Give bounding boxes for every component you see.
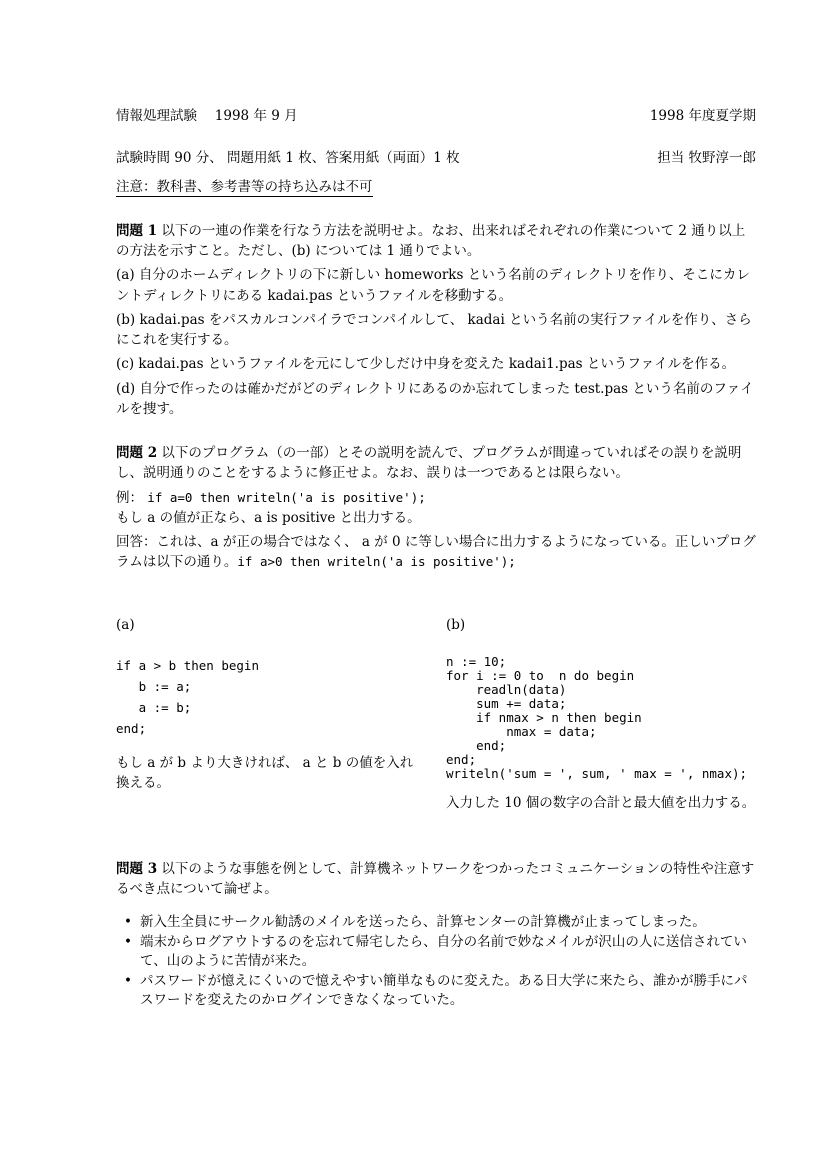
notice-text: 注意：教科書、参考書等の持ち込みは不可 <box>116 178 373 195</box>
list-item <box>124 933 756 972</box>
code-line: nmax = data; <box>446 723 597 739</box>
q1-item-d: (d) 自分で作ったのは確かだがどのディレクトリにあるのか忘れてしまった test.pas という名前のファイルを捜す。 <box>116 380 754 417</box>
exam-page <box>116 100 756 1011</box>
q2a-code <box>116 655 416 739</box>
code-line: end; <box>446 737 507 753</box>
header-row-1 <box>116 106 756 126</box>
q1-intro-text: 以下の一連の作業を行なう方法を説明せよ。なお、出来ればそれぞれの作業について 2 通り以上の方法を示すこと。ただし、(b) については 1 通りでよい。 <box>116 222 746 259</box>
code-line: end; <box>446 751 477 767</box>
code-line: end; <box>116 720 147 736</box>
q3-intro <box>116 859 756 900</box>
bullet-icon: • <box>124 972 132 989</box>
q2-label: 問題 2 <box>116 445 158 461</box>
q2-example-desc: もし a の値が正なら、a is positive と出力する。 <box>116 509 421 526</box>
code-line: for i := 0 to n do begin <box>446 667 635 683</box>
question-1 <box>116 221 756 419</box>
q2b-description: 入力した 10 個の数字の合計と最大値を出力する。 <box>446 794 756 811</box>
q1-item-a: (a) 自分のホームディレクトリの下に新しい homeworks という名前のディレクトリを作り、そこにカレントディレクトリにある kadai.pas というファイルを移動する。 <box>116 267 750 304</box>
exam-info: 試験時間 90 分、 問題用紙 1 枚、答案用紙（両面）1 枚 <box>116 150 460 167</box>
code-line: sum += data; <box>446 695 567 711</box>
bullet-icon: • <box>124 933 132 950</box>
q1-item-c: (c) kadai.pas というファイルを元にして少しだけ中身を変えた kadai1.pas というファイルを作る。 <box>116 356 736 373</box>
header-row-2 <box>116 148 756 168</box>
term-label: 1998 年度夏学期 <box>649 108 756 124</box>
code-line: a := b; <box>116 699 192 715</box>
q2b-code <box>446 655 766 781</box>
question-2 <box>116 443 756 835</box>
code-line: b := a; <box>116 678 192 694</box>
notice <box>116 177 756 197</box>
list-item-text: 新入生全員にサークル勧誘のメイルを送ったら、計算センターの計算機が止まってしまった。 <box>140 914 706 930</box>
code-line: readln(data) <box>446 681 567 697</box>
bullet-icon: • <box>124 914 132 930</box>
q2-intro <box>116 443 756 484</box>
list-item-text: 端末からログアウトするのを忘れて帰宅したら、自分の名前で妙なメイルが沢山の人に送信されていて、山のように苦情が来た。 <box>140 933 747 970</box>
q3-label: 問題 3 <box>116 860 158 877</box>
q2-answer-text: 回答：これは、a が正の場合ではなく、 a が 0 に等しい場合に出力するようになっている。正しいプログラムは以下の通り。 <box>116 534 756 571</box>
question-3 <box>116 859 756 1011</box>
q3-list <box>116 913 756 1011</box>
code-line: n := 10; <box>446 653 507 669</box>
q2-subquestions <box>116 615 756 835</box>
q2b-label: (b) <box>446 616 466 633</box>
q2-answer-code: if a>0 then writeln('a is positive'); <box>237 554 516 570</box>
code-line: if nmax > n then begin <box>446 709 642 725</box>
q2-subquestion-a <box>116 615 416 794</box>
q2-example <box>116 488 756 529</box>
q1-label: 問題 1 <box>116 222 158 239</box>
q2-subquestion-b <box>446 615 766 813</box>
list-item-text: パスワードが憶えにくいので憶えやすい簡単なものに変えた。ある日大学に来たら、誰かが勝手にパスワードを変えたのかログインできなくなっていた。 <box>140 972 748 1009</box>
code-line: writeln('sum = ', sum, ' max = ', nmax); <box>446 765 748 781</box>
q1-item-b: (b) kadai.pas をパスカルコンパイラでコンパイルして、 kadai という名前の実行ファイルを作り、さらにこれを実行する。 <box>116 311 752 348</box>
q2-example-prefix: 例： <box>116 489 148 506</box>
q2-example-code: if a=0 then writeln('a is positive'); <box>147 489 426 505</box>
teacher-label: 担当 牧野淳一郎 <box>657 150 756 167</box>
q2-intro-text: 以下のプログラム（の一部）とその説明を読んで、プログラムが間違っていればその誤りを説明し、説明通りのことをするように修正せよ。なお、誤りは一つであるとは限らない。 <box>116 445 742 482</box>
q2a-description: もし a が b より大きければ、 a と b の値を入れ換える。 <box>116 754 414 791</box>
q2a-label: (a) <box>116 616 135 633</box>
list-item <box>124 972 756 1011</box>
q1-intro <box>116 221 756 262</box>
exam-title: 情報処理試験 1998 年 9 月 <box>116 108 298 124</box>
q3-intro-text: 以下のような事態を例として、計算機ネットワークをつかったコミュニケーションの特性や注意するべき点について論ぜよ。 <box>116 860 755 897</box>
list-item <box>124 913 756 933</box>
q2-answer <box>116 532 756 573</box>
code-line: if a > b then begin <box>116 657 259 673</box>
